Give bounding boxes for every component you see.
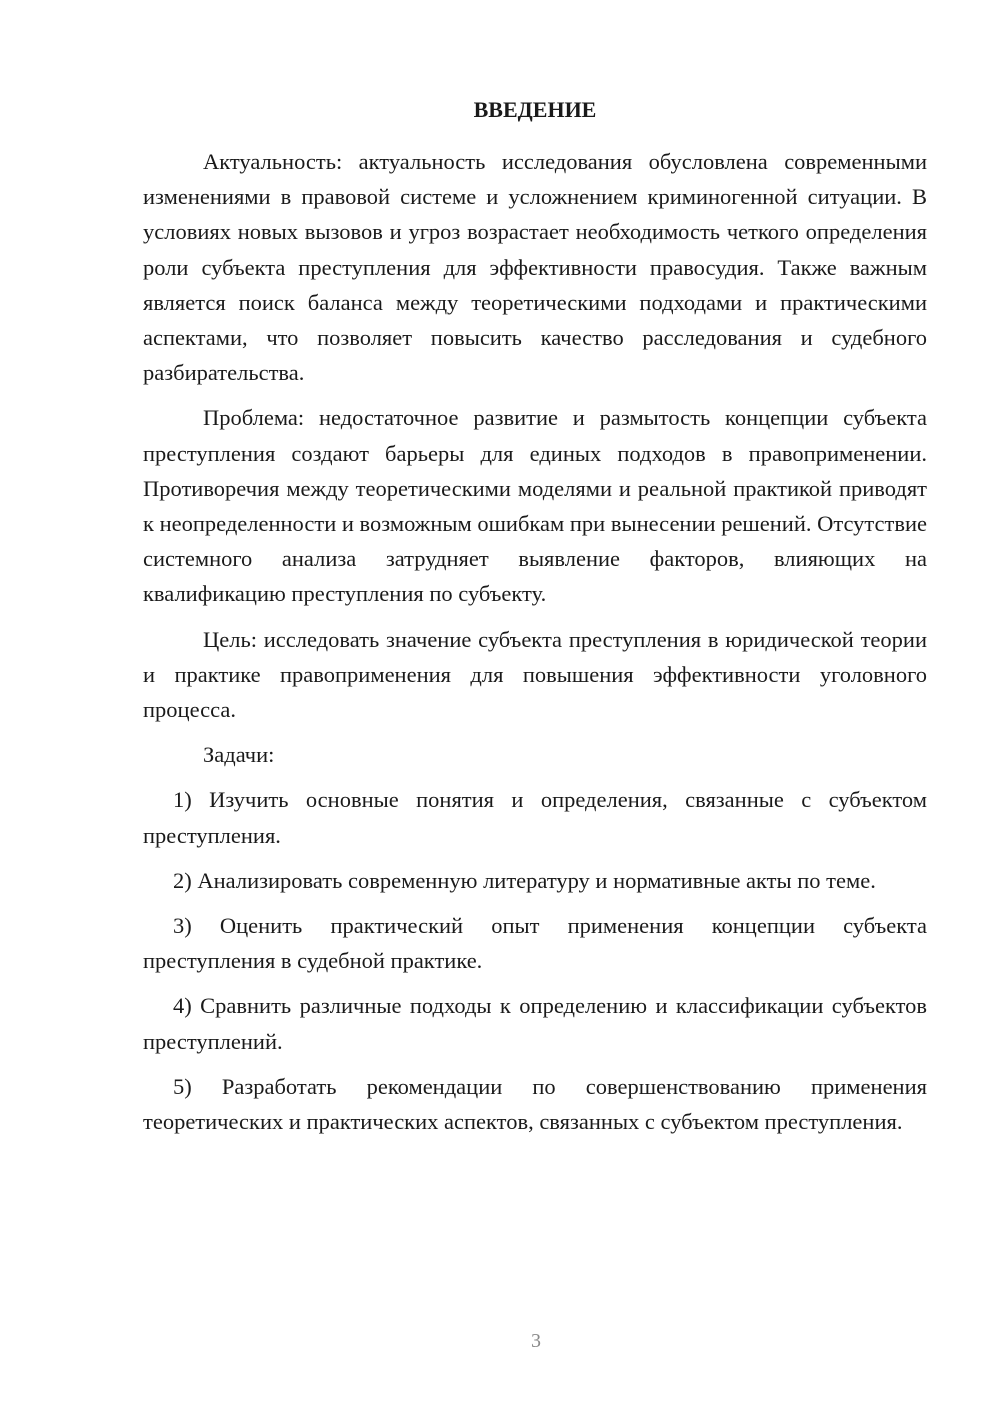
- page-title: ВВЕДЕНИЕ: [473, 97, 597, 122]
- task-item-5: 5) Разработать рекомендации по совершенствованию применения теоретических и практических аспектов, связанных с субъектом преступления.: [143, 1073, 927, 1135]
- document-page: [143, 92, 927, 1149]
- paragraph-problem: Проблема: недостаточное развитие и размытость концепции субъекта преступления создают барьеры для единых подходов в правоприменении. Противоречия между теоретическими моделями и реальной практикой приводят к неопределенности и возможным ошибкам при вынесении решений. Отсутствие системного анализа затрудняет выявление факторов, влияющих на квалификацию преступления по субъекту.: [143, 405, 927, 607]
- paragraph-goal: Цель: исследовать значение субъекта преступления в юридической теории и практике правоприменения для повышения эффективности уголовного процесса.: [143, 626, 927, 723]
- tasks-label: Задачи:: [203, 742, 275, 768]
- task-item-2: 2) Анализировать современную литературу и нормативные акты по теме.: [173, 867, 876, 893]
- task-item-4: 4) Сравнить различные подходы к определению и классификации субъектов преступлений.: [143, 993, 927, 1054]
- task-item-1: 1) Изучить основные понятия и определения, связанные с субъектом преступления.: [143, 787, 927, 848]
- task-item-3: 3) Оценить практический опыт применения концепции субъекта преступления в судебной практике.: [143, 913, 927, 974]
- paragraph-relevance: Актуальность: актуальность исследования обусловлена современными изменениями в правовой системе и усложнением криминогенной ситуации. В условиях новых вызовов и угроз возрастает необходимость четкого определения роли субъекта преступления для эффективности правосудия. Также важным является поиск баланса между теоретическими подходами и практическими аспектами, что позволяет повысить качество расследования и судебного разбирательства.: [143, 149, 927, 386]
- page-number: 3: [531, 1330, 541, 1352]
